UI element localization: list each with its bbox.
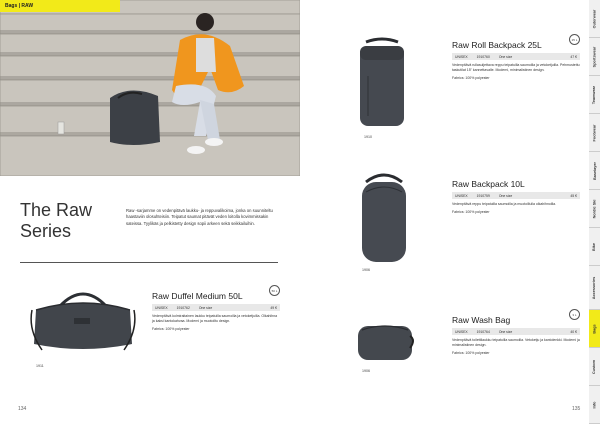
- roll-backpack-image: [354, 36, 410, 135]
- product-description: Vedenpitävä rullasuljettava reppu teipatuilla saumoilla ja vetoketjuilla. Pehmustettu taskutilat 15" kannettavalle. Moderni, minimalistinen design.: [452, 63, 580, 72]
- article-number: 1910762: [176, 305, 190, 310]
- size: One size: [498, 193, 513, 198]
- sidebar-tab-sportswear[interactable]: [589, 38, 600, 76]
- size: One size: [498, 329, 513, 334]
- stairs-scene-image: [0, 0, 300, 176]
- product-title: Raw Duffel Medium 50L: [152, 291, 243, 301]
- product-spec-row: [452, 328, 580, 335]
- sku: UNISEX: [455, 329, 468, 334]
- sidebar-tab-teamwear[interactable]: [589, 76, 600, 114]
- wash-bag-image: [354, 318, 416, 371]
- sidebar-tab-label: Custom: [592, 359, 597, 374]
- price: 49 €: [270, 305, 277, 310]
- size: One size: [198, 305, 213, 310]
- duffel-bag-image: [30, 280, 136, 365]
- sidebar-tab-info[interactable]: [589, 386, 600, 424]
- product-code: 1906: [362, 369, 370, 373]
- page-number-left: 134: [18, 406, 27, 412]
- sku: UNISEX: [455, 193, 468, 198]
- category-sidebar: [589, 0, 600, 424]
- backpack-10l-image: [356, 170, 412, 269]
- sidebar-tab-label: Info: [592, 401, 597, 408]
- sidebar-tab-bags[interactable]: [589, 310, 600, 348]
- sidebar-tab-custom[interactable]: [589, 348, 600, 386]
- sku: UNISEX: [155, 305, 168, 310]
- article-number: 1910764: [476, 329, 490, 334]
- product-code: 1906: [362, 268, 370, 272]
- page-number-right: 135: [572, 406, 581, 412]
- breadcrumb: Bags | RAW: [0, 0, 120, 12]
- price: 47 €: [570, 54, 577, 59]
- volume-badge: 3 L: [569, 309, 580, 320]
- product-code: 1911: [36, 364, 44, 368]
- sidebar-tab-label: Teamwear: [592, 85, 597, 104]
- product-fabric: Fabrics: 100% polyester: [452, 76, 490, 80]
- sidebar-tab-baselayer[interactable]: [589, 152, 600, 190]
- sidebar-tab-outerwear[interactable]: [589, 0, 600, 38]
- sidebar-tab-label: Nordic Ski: [592, 199, 597, 218]
- product-title: Raw Backpack 10L: [452, 179, 525, 189]
- sidebar-tab-label: Sportswear: [592, 46, 597, 67]
- series-description: Raw -sarjamme on vedenpitävä laukku- ja reppuvalikoima, jonka on suunniteltu haastaviin olosuhteisiin. Teipatut saumat pitävät veden loitolla kovimmissakin sateissa. Tyylikäs ja pelkistetty design sopii arkeen sekä seikkailuihin.: [126, 208, 273, 226]
- price: 40 €: [570, 329, 577, 334]
- product-fabric: Fabrics: 100% polyester: [452, 351, 490, 355]
- product-fabric: Fabrics: 100% polyester: [152, 327, 190, 331]
- lifestyle-photo: [0, 0, 300, 176]
- sidebar-tab-bike[interactable]: [589, 228, 600, 266]
- product-code: 1910: [364, 135, 372, 139]
- sidebar-tab-label: Accessories: [592, 276, 597, 299]
- sidebar-tab-label: Bike: [592, 242, 597, 251]
- volume-badge: 25 L: [569, 34, 580, 45]
- product-title: Raw Wash Bag: [452, 315, 511, 325]
- product-spec-row: [452, 192, 580, 199]
- product-info-wash-bag: [452, 315, 580, 355]
- article-number: 1910759: [476, 193, 490, 198]
- product-title: Raw Roll Backpack 25L: [452, 40, 542, 50]
- sidebar-tab-footwear[interactable]: [589, 114, 600, 152]
- sidebar-tab-nordic-ski[interactable]: [589, 190, 600, 228]
- product-info-duffel: [152, 291, 280, 331]
- series-title: [20, 200, 120, 242]
- sidebar-tab-label: Outerwear: [592, 9, 597, 28]
- price: 45 €: [570, 193, 577, 198]
- product-description: Vedenpitävä reppu teipatuilla saumoilla ja muotoillulla olkahihnoilla.: [452, 202, 557, 206]
- series-title-line1: The Raw: [20, 200, 93, 220]
- section-divider: [20, 262, 278, 263]
- product-description: Vedenpitävä kolmiraitainen laukku teipatuilla saumoilla ja vetoketjuilla. Olkahihna ja kaksi kantokahvaa. Moderni ja muotoiltu design.: [152, 314, 278, 323]
- size: One size: [498, 54, 513, 59]
- product-info-backpack-10l: [452, 179, 580, 214]
- product-fabric: Fabrics: 100% polyester: [452, 210, 490, 214]
- product-spec-row: [452, 53, 580, 60]
- sidebar-tab-label: Bags: [592, 323, 597, 334]
- series-title-line2: Series: [20, 221, 72, 241]
- product-description: Vedenpitävä toilettilaukku teipatuilla saumoilla. Vetoketju ja kantolenkki. Moderni ja minimalistinen design.: [452, 338, 580, 347]
- product-spec-row: [152, 304, 280, 311]
- sidebar-tab-label: Footwear: [592, 124, 597, 141]
- product-info-roll-backpack: [452, 40, 580, 80]
- volume-badge: 50 L: [269, 285, 280, 296]
- sidebar-tab-accessories[interactable]: [589, 266, 600, 310]
- article-number: 1910760: [476, 54, 490, 59]
- sidebar-tab-label: Baselayer: [592, 161, 597, 180]
- sku: UNISEX: [455, 54, 468, 59]
